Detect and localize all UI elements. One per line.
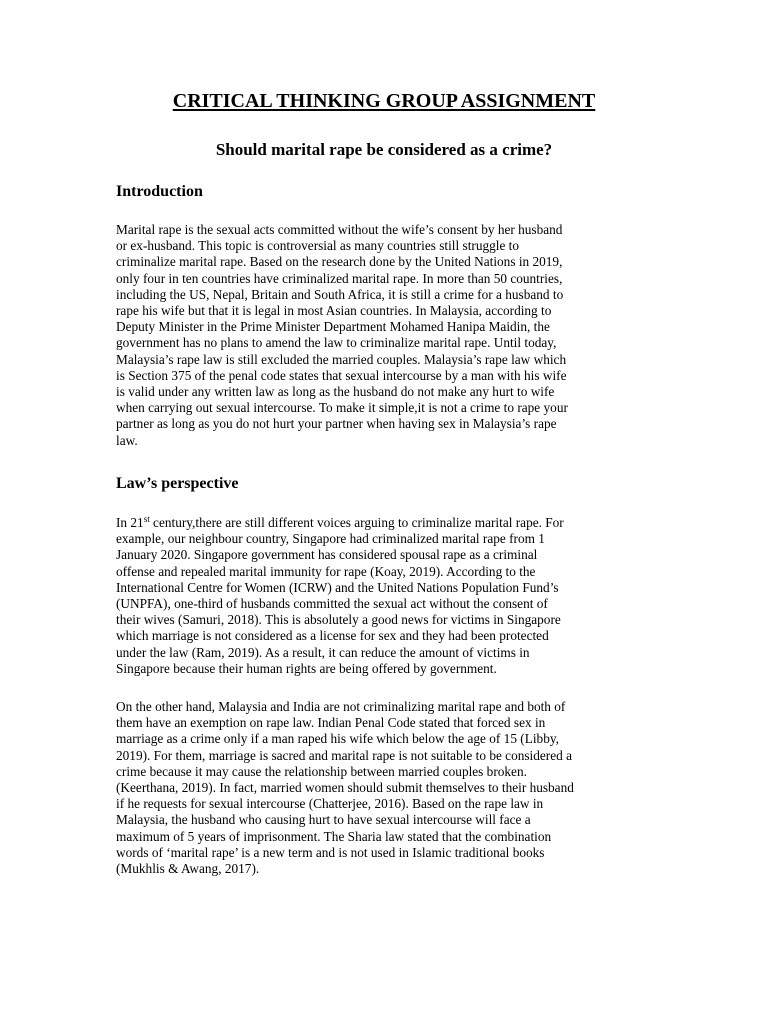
introduction-paragraph — [116, 222, 646, 449]
paragraph-line: criminalize marital rape. Based on the research done by the United Nations in 2019, — [116, 254, 563, 270]
paragraph-line: which marriage is not considered as a license for sex and they had been protected — [116, 628, 549, 644]
document-question: Should marital rape be considered as a crime? — [215, 140, 553, 159]
introduction-heading: Introduction — [116, 183, 203, 200]
laws-perspective-heading: Law’s perspective — [116, 475, 239, 492]
paragraph-line: when carrying out sexual intercourse. To make it simple,it is not a crime to rape your — [116, 400, 568, 416]
paragraph-line: (Keerthana, 2019). In fact, married women should submit themselves to their husband — [116, 780, 574, 796]
ordinal-number: In 21 — [116, 515, 144, 530]
line-remainder: century,there are still different voices arguing to criminalize marital rape. For — [149, 515, 564, 530]
paragraph-line: their wives (Samuri, 2018). This is absolutely a good news for victims in Singapore — [116, 612, 561, 628]
paragraph-line: (Mukhlis & Awang, 2017). — [116, 861, 260, 877]
paragraph-line: or ex-husband. This topic is controversial as many countries still struggle to — [116, 238, 520, 254]
paragraph-line: On the other hand, Malaysia and India are not criminalizing marital rape and both of — [116, 699, 566, 714]
paragraph-line: them have an exemption on rape law. Indian Penal Code stated that forced sex in — [116, 715, 546, 731]
paragraph-line: (UNPFA), one-third of husbands committed the sexual act without the consent of — [116, 596, 548, 612]
paragraph-line: if he requests for sexual intercourse (Chatterjee, 2016). Based on the rape law in — [116, 796, 544, 812]
paragraph-line: Singapore because their human rights are being offered by government. — [116, 660, 497, 676]
paragraph-line: offense and repealed marital immunity for rape (Koay, 2019). According to the — [116, 563, 536, 579]
paragraph-line: partner as long as you do not hurt your partner when having sex in Malaysia’s rape — [116, 416, 557, 432]
paragraph-line — [116, 515, 646, 531]
paragraph-line: January 2020. Singapore government has considered spousal rape as a criminal — [116, 547, 538, 563]
laws-perspective-paragraph-2 — [116, 699, 646, 877]
paragraph-line: crime because it may cause the relationship between married couples broken. — [116, 763, 527, 779]
paragraph-line: law. — [116, 432, 138, 448]
paragraph-line: government has no plans to amend the law to criminalize marital rape. Until today, — [116, 335, 557, 351]
paragraph-line: Marital rape is the sexual acts committed without the wife’s consent by her husband — [116, 222, 563, 237]
paragraph-line: under the law (Ram, 2019). As a result, it can reduce the amount of victims in — [116, 644, 530, 660]
paragraph-line: maximum of 5 years of imprisonment. The Sharia law stated that the combination — [116, 828, 552, 844]
paragraph-line: is valid under any written law as long as the husband do not make any hurt to wife — [116, 384, 555, 400]
paragraph-line: words of ‘marital rape’ is a new term and is not used in Islamic traditional books — [116, 844, 545, 860]
paragraph-line: Deputy Minister in the Prime Minister Department Mohamed Hanipa Maidin, the — [116, 319, 550, 335]
paragraph-line: example, our neighbour country, Singapore had criminalized marital rape from 1 — [116, 531, 545, 547]
paragraph-line: only four in ten countries have criminalized marital rape. In more than 50 countries, — [116, 270, 563, 286]
paragraph-line: rape his wife but that it is legal in most Asian countries. In Malaysia, according to — [116, 303, 552, 319]
document-title: CRITICAL THINKING GROUP ASSIGNMENT — [172, 90, 596, 112]
paragraph-line: is Section 375 of the penal code states that sexual intercourse by a man with his wife — [116, 367, 567, 383]
paragraph-line: including the US, Nepal, Britain and South Africa, it is still a crime for a husband to — [116, 286, 564, 302]
ordinal-suffix: st — [143, 514, 150, 524]
paragraph-line: International Centre for Women (ICRW) and the United Nations Population Fund’s — [116, 579, 559, 595]
paragraph-line: 2019). For them, marriage is sacred and marital rape is not suitable to be considered a — [116, 747, 573, 763]
paragraph-line: Malaysia, the husband who causing hurt to have sexual intercourse will face a — [116, 812, 531, 828]
laws-perspective-paragraph-1 — [116, 515, 646, 677]
paragraph-line: Malaysia’s rape law is still excluded the married couples. Malaysia’s rape law which — [116, 351, 567, 367]
paragraph-line: marriage as a crime only if a man raped his wife which below the age of 15 (Libby, — [116, 731, 559, 747]
